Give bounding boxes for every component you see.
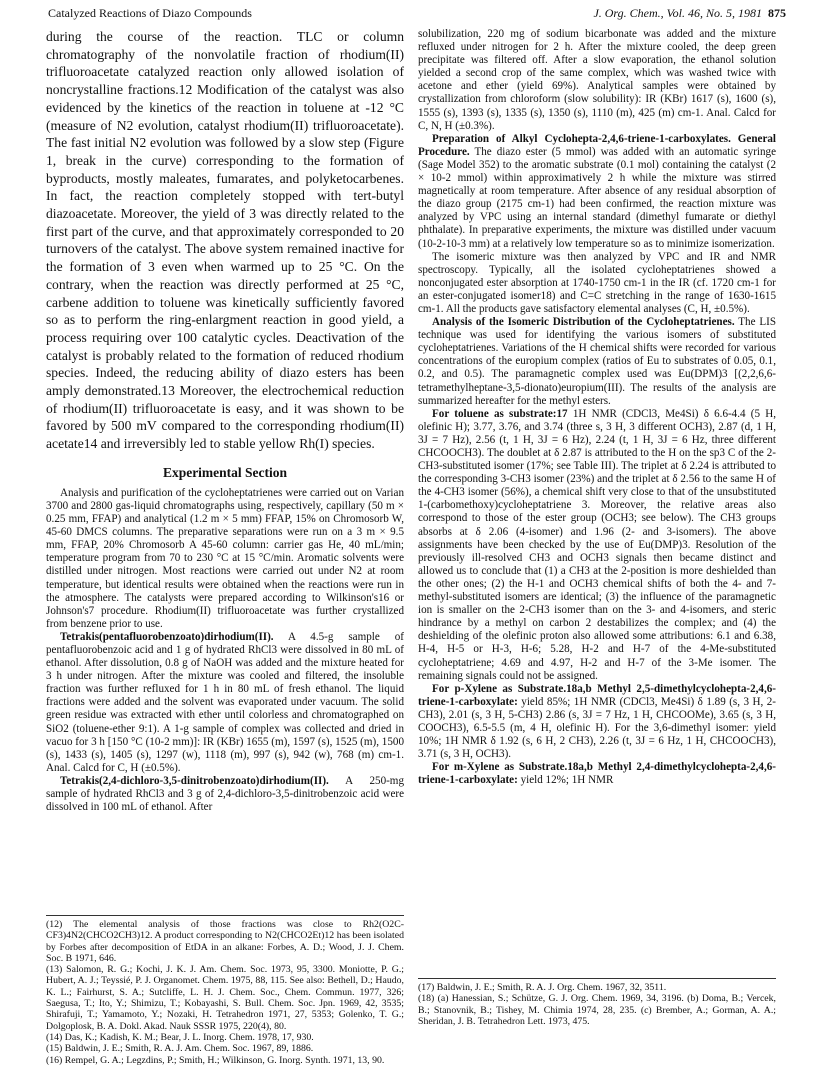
intro-paragraph: during the course of the reaction. TLC or column chromatography of the nonvolatile fraction of rhodium(II) trifluoroacetate catalyzed reaction only allowed isolation of noncrystalline fractions.12 Modification of the catalyst was also evidenced by the kinetics of the reaction in toluene at -12 °C (measure of N2 evolution, catalyst rhodium(II) trifluoroacetate). The fast initial N2 evolution was followed by a slow step (Figure 1, break in the curve) corresponding to the formation of byproducts, mostly maleates, fumarates, and polyketocarbenes. In fact, the reaction completely stopped with tert-butyl diazoacetate. Moreover, the yield of 3 was directly related to the first part of the curve, and that approximately corresponded to 20 turnovers of the catalyst. The above system remained inactive for the formation of 3 even when warmed up to 25 °C. On the contrary, when the reaction was directly performed at 25 °C, carbene addition to toluene was kinetically sufficiently favored so as to perform the ring-enlargment reaction in good yield, a process requiring over 100 catalytic cycles. Deactivation of the catalyst is probably related to the formation of reduced rhodium species. Indeed, the reducing ability of diazo esters has been amply demonstrated.13 Moreover, the electrochemical reduction of rhodium(II) trifluoroacetate is easy, and it was shown to be favored by 500 mV compared to the corresponding rhodium(II) acetate14 and irreversibly led to stable yellow Rh(I) species.: [46, 29, 404, 452]
footnote: (17) Baldwin, J. E.; Smith, R. A. J. Org. Chem. 1967, 32, 3511.: [418, 982, 667, 993]
page-number: 875: [768, 6, 786, 20]
footnote: (18) (a) Hanessian, S.; Schütze, G. J. Org. Chem. 1969, 34, 3196. (b) Doma, B.; Vercek, B.; Stanovnik, B.; Tishey, M. Chimia 1974, 28, 235. (c) Brember, A.; Gorman, A. A.; Sheridan, J. B. Tetrahedron Lett. 1973, 475.: [418, 993, 776, 1027]
experimental-paragraph: [418, 133, 776, 251]
footnote: (12) The elemental analysis of those fractions was close to Rh2(O2C-CF3)4N2(CHCO2CH3)12. A product corresponding to N2(CHCO2Et)12 has been isolated by Forbes after decomposition of EtDA in an alkane: Forbes, A. D.; Wood, J. J. Chem. Soc. B 1971, 646.: [46, 919, 404, 964]
experimental-paragraph: [418, 683, 776, 762]
experimental-paragraph: [418, 408, 776, 683]
experimental-paragraph: The isomeric mixture was then analyzed by VPC and IR and NMR spectroscopy. Typically, all the isolated cycloheptatrienes showed a nonconjugated ester absorption at 1740-1750 cm-1 in the IR (cf. 1720 cm-1 for an ester-conjugated isomer18) and C=C stretching in the range of 1630-1615 cm-1. All the products gave satisfactory elemental analyses (C, H, ±0.5%).: [418, 250, 776, 315]
footnote: (13) Salomon, R. G.; Kochi, J. K. J. Am. Chem. Soc. 1973, 95, 3300. Moniotte, P. G.; Hubert, A. J.; Teyssié, P. J. Organomet. Chem. 1975, 88, 115. See also: Bethell, D.; Haudo, K. L.; Fairhurst, S. A.; Sutcliffe, L. H. J. Chem. Soc., Chem. Commun. 1977, 326; Saegusa, T.; Ito, Y.; Shimizu, T.; Kobayashi, S. Bull. Chem. Soc. Jpn. 1969, 42, 3535; Shirafuji, T.; Yamamoto, Y.; Nozaki, H. Tetrahedron 1971, 27, 5353; Golenko, T. G.; Dolgoplosk, B. A. Dokl. Akad. Nauk SSSR 1975, 220(4), 80.: [46, 964, 404, 1032]
footnote: (16) Rempel, G. A.; Legzdins, P.; Smith, H.; Wilkinson, G. Inorg. Synth. 1971, 13, 90.: [46, 1054, 385, 1066]
paragraph-body: A 4.5-g sample of pentafluorobenzoic acid and 1 g of hydrated RhCl3 were dissolved in 80 mL of ethanol. After dissolution, 0.8 g of NaOH was added and the mixture heated for 3 h under nitrogen. After the mixture was cooled and filtered, the insoluble fraction was further refluxed for 1 h in 80 mL of fresh ethanol. The liquid fractions were added and the solvent was evaporated under vacuum. The solid green residue was extracted with ether until colorless and chromatographed on SiO2 (toluene-ether 9:1). A 1-g sample of complex was collected and dried in vacuo for 3 h [150 °C (10-2 mm)]: IR (KBr) 1655 (m), 1597 (s), 1525 (m), 1500 (s), 1433 (s), 1405 (s), 1297 (w), 1118 (m), 997 (s), 942 (w), 768 (m) cm-1. Anal. Calcd for C, H (±0.5%).: [46, 630, 404, 774]
paragraph-body: yield 12%; 1H NMR: [520, 774, 614, 787]
paragraph-heading: For toluene as substrate:17: [432, 407, 568, 420]
experimental-paragraph: [418, 316, 776, 408]
section-heading: Experimental Section: [162, 464, 288, 480]
journal-citation: [593, 6, 786, 21]
footnote: (15) Baldwin, J. E.; Smith, R. A. J. Am. Chem. Soc. 1967, 89, 1886.: [46, 1043, 314, 1055]
right-footnotes: [418, 978, 776, 1027]
left-column: [46, 28, 404, 814]
paragraph-heading: Tetrakis(pentafluorobenzoato)dirhodium(II).: [60, 630, 274, 643]
paragraph-body: yield 85%; 1H NMR (CDCl3, Me4Si) δ 1.89 (s, 3 H, 2-CH3), 2.01 (s, 3 H, 5-CH3) 2.86 (s, 3J = 7 Hz, 1 H, CHCOOMe), 3.65 (s, 3 H, COOCH3), 6.5-5.5 (m, 4 H, olefinic H). For the 3,6-dimethyl isomer: yield 10%; 1H NMR δ 1.92 (s, 6 H, 2 CH3), 2.26 (t, 3J = 6 Hz, 1 H, CHCOOCH3), 3.71 (s, 3 H, OCH3).: [418, 695, 776, 761]
paragraph-body: 1H NMR (CDCl3, Me4Si) δ 6.6-4.4 (5 H, olefinic H); 3.77, 3.76, and 3.74 (three s, 3 H, 3 different OCH3), 2.87 (d, 1 H, 3J = 7 Hz), 2.56 (t, 1 H, 3J = 6 Hz), 2.24 (t, 1 H, 3J = 6 Hz, three different CHCOOCH3). The doublet at δ 2.87 is attributed to the H on the sp3 C of the 2-CH3-substituted isomer (17%; see Table III). The triplet at δ 2.24 is attributed to the corresponding 3-CH3 isomer (23%) and the triplet at δ 2.56 to the same H of the 4-CH3 isomer (56%), a chemical shift very close to that of the unsubstituted 1-(carbomethoxy)cycloheptatriene 3. Moreover, the relative areas also correspond to those of the ester group (OCH3; see below). The CH3 groups absorbs at δ 2.06 (4-isomer) and 1.96 (2- and 3-isomers). The above assignments have been checked by the use of Eu(DMP)3. Resolution of the previously ill-resolved CH3 and OCH3 signals then became distinct and allowed us to conclude that (1) a CH3 at the 2-position is more deshielded than the other ones; (2) the H-1 and OCH3 chemical shifts of both the 4- and 7-methyl-substituted isomers are identical; (3) the influence of the paramagnetic ion is smaller on the 2-CH3 isomer than on the 3- and 4-isomers, and steric hindrance by a methyl on carbon 2 destabilizes the complex; and (4) the deshielding of the olefinic proton also allowed some attributions: 6.1 and 6.38, H-4, H-5 or H-3, H-6; 5.28, H-2 and H-7 of the 4-Me-substituted cycloheptatriene; 4.69 and 4.97, H-2 and H-7 of the 3-Me isomer. The remaining signals could not be assigned.: [418, 407, 776, 682]
experimental-text: [46, 487, 404, 814]
paragraph-body: The diazo ester (5 mmol) was added with an automatic syringe (Sage Model 352) to the aromatic substrate (0.1 mol) containing the catalyst (2 × 10-2 mmol) within approximatively 2 h while the mixture was stirred magnetically at room temperature. After absence of any residual absorption of the diazo group (2175 cm-1) had been confirmed, the reaction mixture was analyzed by VPC using an internal standard (dimethyl fumarate or diethyl phthalate). In preparative experiments, the mixture was distilled under vacuum (10-2-10-3 mm) at a relatively low temperature so as to minimize isomerization.: [418, 145, 777, 250]
paragraph-body: A 250-mg sample of hydrated RhCl3 and 3 g of 2,4-dichloro-3,5-dinitrobenzoic acid were dissolved in 100 mL of ethanol. After: [46, 774, 404, 814]
paragraph-heading: For m-Xylene as Substrate.18a,b Methyl 2,4-dimethylcyclohepta-2,4,6-triene-1-carboxylate:: [418, 761, 776, 787]
journal-name: J. Org. Chem., Vol. 46, No. 5, 1981: [593, 6, 762, 20]
paragraph-heading: Analysis of the Isomeric Distribution of the Cycloheptatrienes.: [432, 316, 735, 329]
paragraph-heading: For p-Xylene as Substrate.18a,b Methyl 2,5-dimethylcyclohepta-2,4,6-triene-1-carboxylate:: [418, 682, 776, 708]
paragraph-heading: Tetrakis(2,4-dichloro-3,5-dinitrobenzoato)dirhodium(II).: [60, 774, 329, 787]
experimental-paragraph: [46, 631, 404, 775]
running-title: Catalyzed Reactions of Diazo Compounds: [48, 6, 252, 20]
experimental-paragraph: Analysis and purification of the cycloheptatrienes were carried out on Varian 3700 and 2800 gas-liquid chromatographs using, respectively, capillary (50 m × 0.25 mm, FFAP) and analytical (1.2 m × 5 mm) FFAP, 15% on Chromosorb W, 45-60 DMCS columns. The preparative separations were run on a 3 m × 9.5 mm, FFAP, 20% Chromosorb A 45-60 column: carrier gas He, 40 mL/min; temperature program from 70 to 230 °C at 15 °C/min. Aromatic solvents were distilled under nitrogen. Most reactions were carried out under N2 at room temperature, but identical results were obtained when the reactions were run in the atmosphere. The catalysts were prepared according to Wilkinson's16 or Johnson's7 procedure. Rhodium(II) trifluoroacetate was further crystallized from benzene prior to use.: [46, 486, 404, 630]
left-footnotes: [46, 915, 404, 1066]
experimental-paragraph: [418, 761, 776, 787]
footnote: (14) Das, K.; Kadish, K. M.; Bear, J. L. Inorg. Chem. 1978, 17, 930.: [46, 1031, 314, 1043]
paragraph-heading: Preparation of Alkyl Cyclohepta-2,4,6-triene-1-carboxylates. General Procedure.: [418, 132, 776, 158]
paragraph-body: The LIS technique was used for identifying the various isomers of substituted cycloheptatrienes. Variations of the H chemical shifts were recorded for various concentrations of the europium complex (ratios of Eu to substrates of 0.05, 0.1, 0.2, and 0.5). The paramagnetic complex used was Eu(DPM)3 [(2,2,6,6-tetramethylheptane-3,5-dionato)europium(III). The results of the analysis are summarized hereafter for the methyl esters.: [418, 316, 776, 407]
experimental-paragraph: solubilization, 220 mg of sodium bicarbonate was added and the mixture refluxed under nitrogen for 2 h. After the mixture cooled, the deep green precipitate was filtered off. After a slow evaporation, the ethanol solution yielded a second crop of the same complex, which was washed twice with acetone and ether (yield 69%). Analytical samples were obtained by crystallization from chloroform (slow solubility): IR (KBr) 1617 (s), 1600 (s), 1555 (s), 1393 (s), 1335 (s), 1350 (s), 1110 (m), 425 (m) cm-1. Anal. Calcd for C, N, H (±0.3%).: [418, 28, 776, 132]
experimental-paragraph: [46, 775, 404, 814]
intro-text: [46, 28, 404, 453]
right-column: [418, 28, 776, 787]
